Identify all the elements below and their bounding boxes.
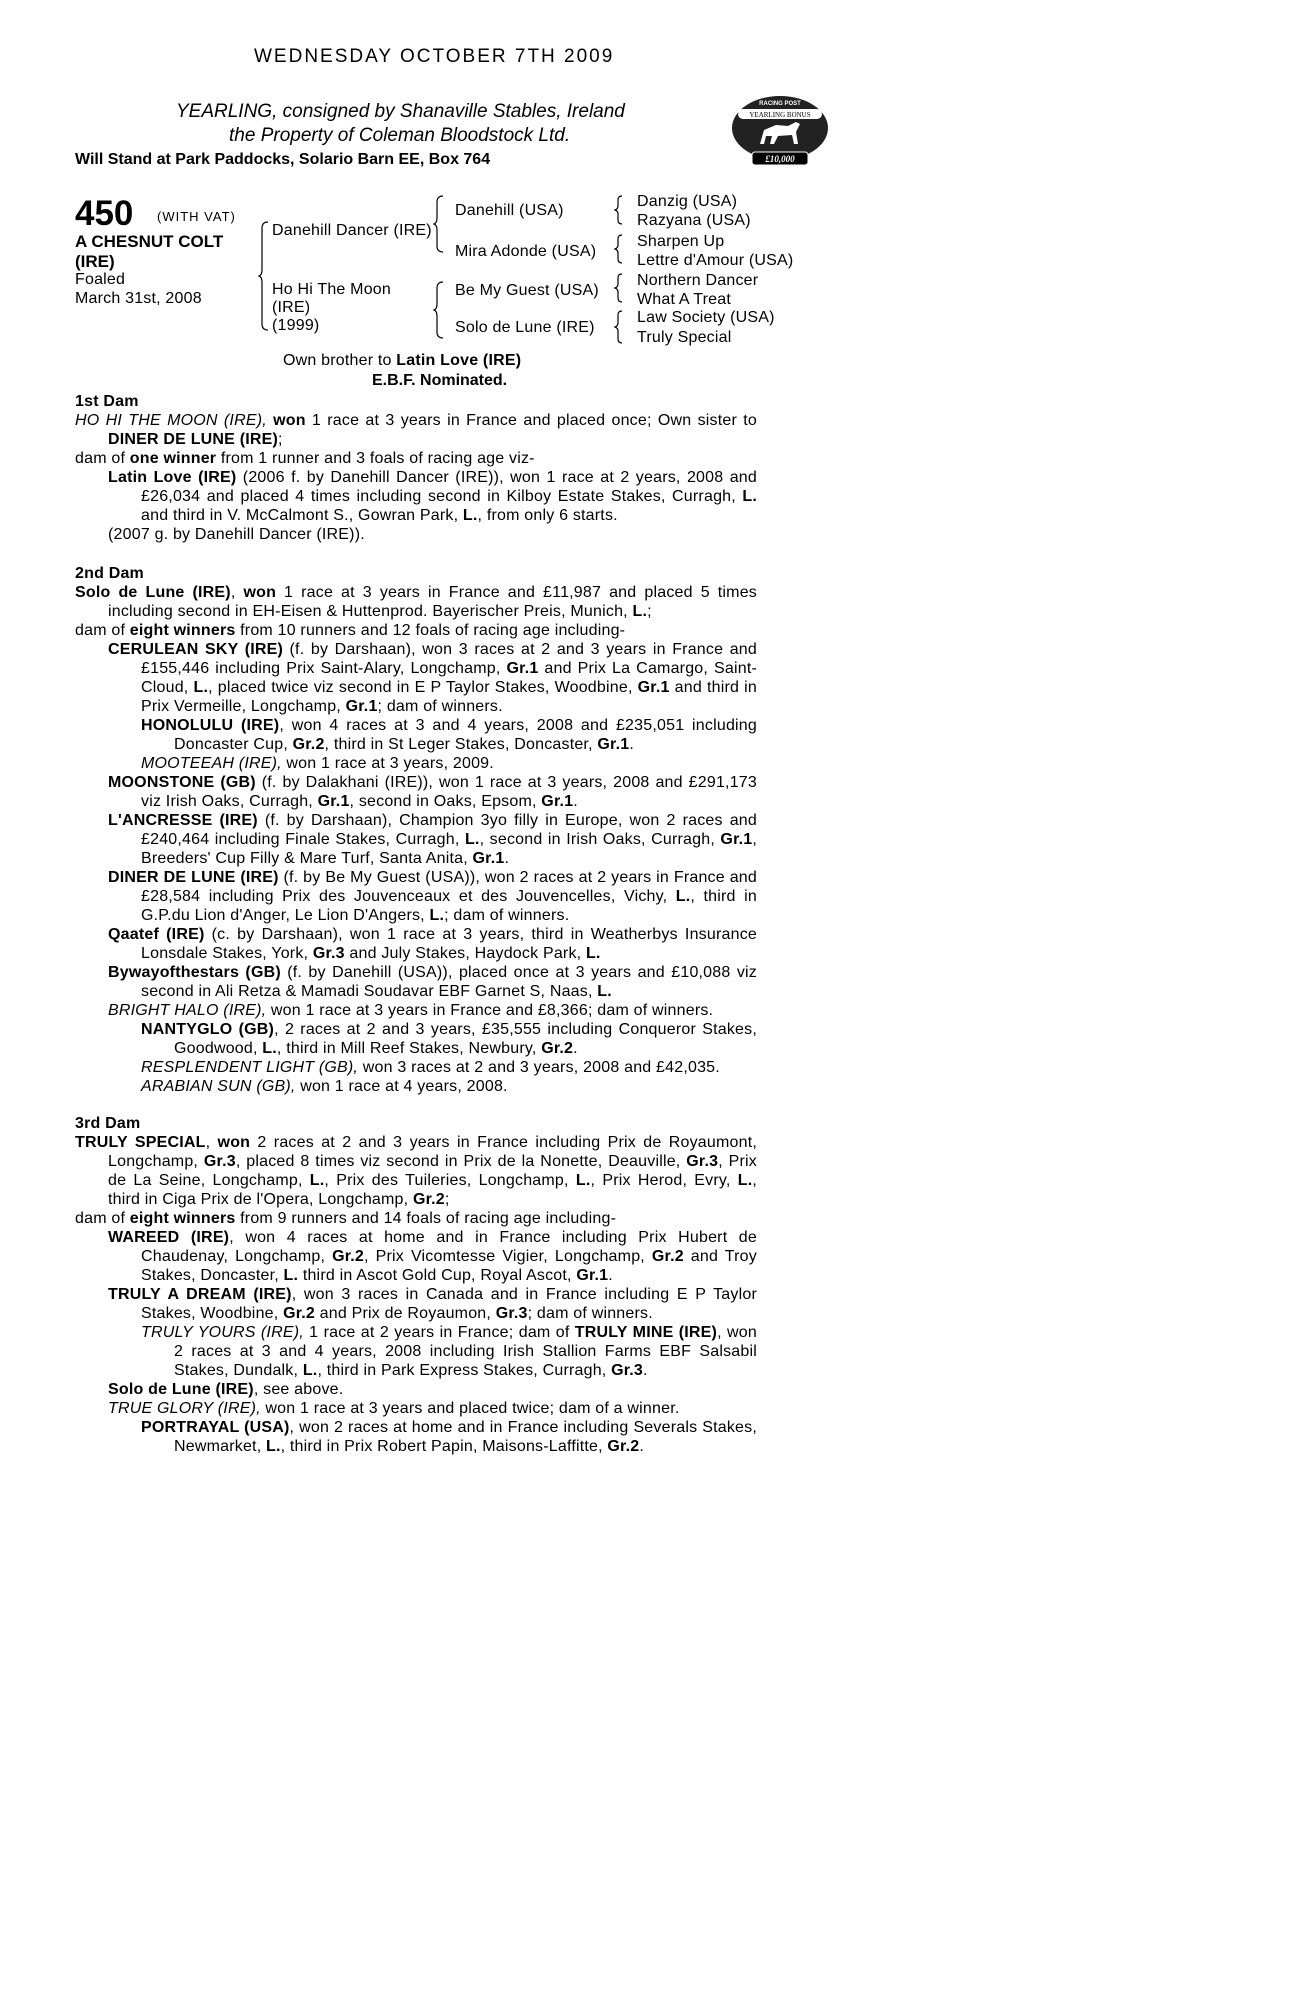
produce-name: Solo de Lune (IRE) xyxy=(108,1381,254,1398)
pedigree-ssd: Razyana (USA) xyxy=(637,212,751,229)
produce-name: ARABIAN SUN (GB), xyxy=(141,1078,296,1095)
produce-name: TRULY YOURS (IRE), xyxy=(141,1324,304,1341)
text: . xyxy=(639,1438,644,1455)
pedigree-sdd: Lettre d'Amour (USA) xyxy=(637,252,794,269)
pedigree-dam-line-2: (IRE) xyxy=(272,299,311,316)
text: dam of xyxy=(75,1210,130,1227)
produce-name: TRULY MINE (IRE) xyxy=(574,1324,718,1341)
text: (2006 f. by Danehill Dancer (IRE)), won 1 race at 2 years, 2008 and £26,034 and placed 4 times including second in Kilboy Estate Stakes, Curragh, xyxy=(141,469,757,505)
text: , placed twice viz second in E P Taylor Stakes, Woodbine, xyxy=(208,679,638,696)
vat-note: (WITH VAT) xyxy=(157,209,236,224)
brace-ds xyxy=(614,272,624,304)
listed-label: L. xyxy=(737,1172,753,1189)
text: . xyxy=(629,736,634,753)
won-label: won xyxy=(217,1134,251,1151)
text: and Prix de Royaumon, xyxy=(315,1305,496,1322)
grade-label: Gr.2 xyxy=(283,1305,315,1322)
text: , third in St Leger Stakes, Doncaster, xyxy=(324,736,598,753)
text: (f. by Danehill (USA)), placed once at 3 years and £10,088 viz second in Ali Retza & Mamadi Soudavar EBF Garnet S, Naas, xyxy=(141,964,757,1000)
text: 2 races at 2 and 3 years in France including Prix de Royaumont, Longchamp, xyxy=(108,1134,757,1170)
brace-dam xyxy=(433,280,445,340)
sale-date: WEDNESDAY OCTOBER 7TH 2009 xyxy=(254,46,615,67)
grade-label: Gr.1 xyxy=(637,679,670,696)
produce-name: MOONSTONE (GB) xyxy=(108,774,256,791)
grade-label: Gr.3 xyxy=(203,1153,236,1170)
produce-name: L'ANCRESSE (IRE) xyxy=(108,812,258,829)
text: from 1 runner and 3 foals of racing age viz- xyxy=(216,450,535,467)
text: won 1 race at 3 years and placed twice; dam of a winner. xyxy=(260,1400,680,1417)
text: third in Ascot Gold Cup, Royal Ascot, xyxy=(298,1267,577,1284)
grade-label: Gr.1 xyxy=(597,736,630,753)
third-dam-section xyxy=(75,1114,757,1456)
text: ; xyxy=(278,431,283,448)
text: . xyxy=(504,850,510,867)
first-dam-entry xyxy=(75,411,757,449)
text: won 3 races at 2 and 3 years, 2008 and £42,035. xyxy=(358,1059,720,1076)
pedigree-sire: Danehill Dancer (IRE) xyxy=(272,222,432,239)
second-dam-entry: Solo de Lune (IRE), won 1 race at 3 years in France and £11,987 and placed 5 times including second in EH-Eisen & Huttenprod. Bayerischer Preis, Munich, L.; xyxy=(75,584,758,620)
badge-amount: £10,000 xyxy=(765,154,795,164)
listed-label: L. xyxy=(193,679,209,696)
text: dam of xyxy=(75,622,130,639)
grade-label: Gr.1 xyxy=(472,850,505,867)
first-dam-produce-summary xyxy=(75,449,757,468)
produce-name: NANTYGLO (GB) xyxy=(141,1021,275,1038)
pedigree-sire-dam: Mira Adonde (USA) xyxy=(455,243,597,260)
listed-label: L. xyxy=(632,603,648,620)
third-dam-produce-summary xyxy=(75,1209,757,1228)
text: (f. by Darshaan), won 3 races at 2 and 3 years in France and £155,446 including Prix Saint-Alary, Longchamp, xyxy=(141,641,757,677)
produce-name: TRUE GLORY (IRE), xyxy=(108,1400,261,1417)
grade-label: Gr.1 xyxy=(576,1267,609,1284)
first-dam-name: HO HI THE MOON (IRE), xyxy=(75,412,267,429)
text: ; xyxy=(444,1191,450,1208)
produce-name: DINER DE LUNE (IRE) xyxy=(108,869,279,886)
text: and third in Prix Vermeille, Longchamp, xyxy=(141,679,757,715)
brace-sire xyxy=(433,194,445,254)
produce-mooteeah xyxy=(75,754,757,773)
produce-name: PORTRAYAL (USA) xyxy=(141,1419,290,1436)
text: , third in Ciga Prix de l'Opera, Longchamp, xyxy=(108,1172,758,1208)
yearling-bonus-badge xyxy=(730,92,830,168)
text: 1 race at 3 years in France and £11,987 and placed 5 times including second in EH-Eisen & Huttenprod. Bayerischer Preis, Munich, xyxy=(108,584,758,620)
text: from 9 runners and 14 foals of racing age including- xyxy=(235,1210,617,1227)
own-brother-prefix: Own brother to xyxy=(283,352,397,369)
won-label: won xyxy=(273,412,306,429)
pedigree-sds: Sharpen Up xyxy=(637,233,725,250)
produce-moonstone xyxy=(75,773,757,811)
produce-truly-yours xyxy=(75,1323,757,1380)
second-dam-name: Solo de Lune (IRE) xyxy=(75,584,231,601)
consignor-line: YEARLING, consigned by Shanaville Stables, Ireland xyxy=(176,101,625,122)
listed-label: L. xyxy=(597,983,612,1000)
brace-sd xyxy=(614,233,624,265)
grade-label: Gr.1 xyxy=(317,793,350,810)
text: ; dam of winners. xyxy=(527,1305,653,1322)
text: , third in G.P.du Lion d'Anger, Le Lion D'Angers, xyxy=(141,888,757,924)
grade-label: Gr.2 xyxy=(332,1248,365,1265)
listed-label: L. xyxy=(283,1267,299,1284)
foaled-label: Foaled xyxy=(75,271,126,288)
listed-label: L. xyxy=(464,831,480,848)
produce-name: BRIGHT HALO (IRE), xyxy=(108,1002,267,1019)
winner-count: eight winners xyxy=(129,622,236,639)
horse-line-1: A CHESNUT COLT xyxy=(75,232,224,251)
text: , third in Prix Robert Papin, Maisons-Laffitte, xyxy=(280,1438,608,1455)
produce-2007-gelding: (2007 g. by Danehill Dancer (IRE)). xyxy=(108,526,365,543)
grade-label: Gr.2 xyxy=(651,1248,684,1265)
pedigree-dam xyxy=(272,281,391,335)
text: , third in Park Express Stakes, Curragh, xyxy=(317,1362,612,1379)
sister-name: DINER DE LUNE (IRE) xyxy=(108,431,279,448)
text: ; xyxy=(647,603,652,620)
text: and third in V. McCalmont S., Gowran Park, xyxy=(141,507,463,524)
pedigree-dds: Law Society (USA) xyxy=(637,309,775,326)
listed-label: L. xyxy=(575,1172,591,1189)
text: . xyxy=(608,1267,613,1284)
produce-nantyglo xyxy=(75,1020,757,1058)
produce-name: Qaatef (IRE) xyxy=(108,926,205,943)
own-brother-note xyxy=(283,352,521,370)
second-dam-section xyxy=(75,564,757,1096)
grade-label: Gr.2 xyxy=(412,1191,445,1208)
winner-count: one winner xyxy=(129,450,217,467)
produce-bywayofthestars xyxy=(75,963,757,1001)
text: , Prix de La Seine, Longchamp, xyxy=(108,1153,757,1189)
grade-label: Gr.2 xyxy=(607,1438,640,1455)
text: , won 4 races at home and in France including Prix Hubert de Chaudenay, Longchamp, xyxy=(141,1229,757,1265)
text: from 10 runners and 12 foals of racing age including- xyxy=(235,622,626,639)
third-dam-title: 3rd Dam xyxy=(75,1115,141,1132)
text: . xyxy=(573,793,578,810)
text: , second in Irish Oaks, Curragh, xyxy=(479,831,721,848)
pedigree-dss: Northern Dancer xyxy=(637,272,759,289)
text: . xyxy=(573,1040,578,1057)
grade-label: Gr.3 xyxy=(495,1305,528,1322)
badge-middle-text: YEARLING BONUS xyxy=(749,111,811,119)
pedigree-dam-dam: Solo de Lune (IRE) xyxy=(455,319,595,336)
pedigree-dam-line-1: Ho Hi The Moon xyxy=(272,281,392,298)
foaled-info xyxy=(75,270,202,308)
grade-label: Gr.1 xyxy=(541,793,574,810)
listed-label: L. xyxy=(302,1362,318,1379)
produce-truly-a-dream xyxy=(75,1285,757,1323)
third-dam-name: TRULY SPECIAL xyxy=(75,1134,206,1151)
ebf-note: E.B.F. Nominated. xyxy=(372,372,508,389)
text: , Prix Herod, Evry, xyxy=(590,1172,738,1189)
produce-lancresse xyxy=(75,811,757,868)
produce-name: CERULEAN SKY (IRE) xyxy=(108,641,284,658)
pedigree-sire-sire: Danehill (USA) xyxy=(455,202,564,219)
grade-label: Gr.1 xyxy=(345,698,378,715)
grade-label: Gr.1 xyxy=(506,660,539,677)
listed-label: L. xyxy=(309,1172,325,1189)
text: , 2 races at 2 and 3 years, £35,555 including Conqueror Stakes, Goodwood, xyxy=(174,1021,757,1057)
grade-label: Gr.3 xyxy=(611,1362,644,1379)
stand-location: Will Stand at Park Paddocks, Solario Barn EE, Box 764 xyxy=(75,151,491,168)
produce-portrayal xyxy=(75,1418,757,1456)
pedigree-ddd: Truly Special xyxy=(637,329,732,346)
text: (f. by Darshaan), Champion 3yo filly in Europe, won 2 races and £240,464 including Finale Stakes, Curragh, xyxy=(141,812,757,848)
text: , second in Oaks, Epsom, xyxy=(349,793,542,810)
text: won 1 race at 4 years, 2008. xyxy=(295,1078,508,1095)
text: , won 2 races at 3 and 4 years, 2008 including Irish Stallion Farms EBF Salsabil Stakes, Dundalk, xyxy=(174,1324,757,1379)
produce-solo-de-lune xyxy=(75,1380,757,1399)
text: , Prix Vicomtesse Vigier, Longchamp, xyxy=(364,1248,652,1265)
produce-name: Latin Love (IRE) xyxy=(108,469,237,486)
horse-line-2: (IRE) xyxy=(75,252,115,271)
lot-number: 450 xyxy=(75,194,134,233)
text: (f. by Dalakhani (IRE)), won 1 race at 3 years, 2008 and £291,173 viz Irish Oaks, Curragh, xyxy=(141,774,757,810)
horse-description xyxy=(75,232,223,272)
text: , won 3 races in Canada and in France including E P Taylor Stakes, Woodbine, xyxy=(141,1286,757,1322)
produce-diner-de-lune xyxy=(75,868,757,925)
produce-honolulu xyxy=(75,716,757,754)
text: , third in Mill Reef Stakes, Newbury, xyxy=(276,1040,542,1057)
foaled-date: March 31st, 2008 xyxy=(75,290,202,307)
text: , won 2 races at home and in France including Severals Stakes, Newmarket, xyxy=(174,1419,757,1455)
text: , won 4 races at 3 and 4 years, 2008 and £235,051 including Doncaster Cup, xyxy=(174,717,757,753)
text: , from only 6 starts. xyxy=(477,507,618,524)
text: , Breeders' Cup Filly & Mare Turf, Santa Anita, xyxy=(141,831,758,867)
winner-count: eight winners xyxy=(129,1210,236,1227)
first-dam-section xyxy=(75,392,757,544)
text: , Prix des Tuileries, Longchamp, xyxy=(324,1172,576,1189)
brace-dd xyxy=(614,309,624,345)
text: dam of xyxy=(75,450,130,467)
text: . xyxy=(643,1362,648,1379)
text: ; dam of winners. xyxy=(444,907,570,924)
produce-cerulean-sky xyxy=(75,640,757,716)
produce-name: WAREED (IRE) xyxy=(108,1229,230,1246)
text: (c. by Darshaan), won 1 race at 3 years, third in Weatherbys Insurance Lonsdale Stakes, York, xyxy=(141,926,757,962)
text: and Troy Stakes, Doncaster, xyxy=(141,1248,757,1284)
produce-name: Bywayofthestars (GB) xyxy=(108,964,281,981)
text: 1 race at 2 years in France; dam of xyxy=(303,1324,575,1341)
text: (f. by Be My Guest (USA)), won 2 races at 2 years in France and £28,584 including Prix des Jouvenceaux et des Jouvencelles, Vichy, xyxy=(141,869,757,905)
produce-name: MOOTEEAH (IRE), xyxy=(141,755,282,772)
grade-label: Gr.3 xyxy=(686,1153,719,1170)
first-dam-record: 1 race at 3 years in France and placed once; Own sister xyxy=(305,412,738,429)
pedigree-dam-sire: Be My Guest (USA) xyxy=(455,282,599,299)
listed-label: L. xyxy=(266,1438,281,1455)
listed-label: L. xyxy=(585,945,601,962)
produce-wareed xyxy=(75,1228,757,1285)
produce-arabian-sun xyxy=(75,1077,757,1096)
won-label: won xyxy=(243,584,277,601)
text: and Prix La Camargo, Saint-Cloud, xyxy=(141,660,758,696)
brace-ss xyxy=(614,194,624,226)
third-dam-entry: TRULY SPECIAL, won 2 races at 2 and 3 years in France including Prix de Royaumont, Longchamp, Gr.3, placed 8 times viz second in Prix de la Nonette, Deauville, Gr.3, Prix de La Seine, Longchamp, L., Prix des Tuileries, Longchamp, L., Prix Herod, Evry, L., third in Ciga Prix de l'Opera, Longchamp, Gr.2; xyxy=(75,1134,758,1208)
produce-qaatef xyxy=(75,925,757,963)
text: won 1 race at 3 years in France and £8,366; dam of winners. xyxy=(266,1002,714,1019)
grade-label: Gr.2 xyxy=(541,1040,574,1057)
listed-label: L. xyxy=(675,888,691,905)
first-dam-title: 1st Dam xyxy=(75,393,139,410)
text: , see above. xyxy=(253,1381,344,1398)
property-line: the Property of Coleman Bloodstock Ltd. xyxy=(229,125,571,146)
produce-name: HONOLULU (IRE) xyxy=(141,717,280,734)
grade-label: Gr.2 xyxy=(292,736,325,753)
pedigree-sss: Danzig (USA) xyxy=(637,193,738,210)
produce-name: TRULY A DREAM (IRE) xyxy=(108,1286,292,1303)
grade-label: Gr.3 xyxy=(312,945,345,962)
produce-name: RESPLENDENT LIGHT (GB), xyxy=(141,1059,359,1076)
produce-latin-love xyxy=(75,468,757,525)
text: won 1 race at 3 years, 2009. xyxy=(281,755,494,772)
second-dam-title: 2nd Dam xyxy=(75,565,144,582)
pedigree-dam-line-3: (1999) xyxy=(272,317,320,334)
text: , placed 8 times viz second in Prix de la Nonette, Deauville, xyxy=(235,1153,687,1170)
own-brother-name: Latin Love (IRE) xyxy=(396,352,522,369)
text: to xyxy=(743,412,757,429)
produce-resplendent-light xyxy=(75,1058,757,1077)
second-dam-produce-summary xyxy=(75,621,757,640)
grade-label: Gr.1 xyxy=(720,831,753,848)
text: and July Stakes, Haydock Park, xyxy=(344,945,586,962)
produce-bright-halo xyxy=(75,1001,757,1020)
produce-true-glory xyxy=(75,1399,757,1418)
listed-label: L. xyxy=(429,907,445,924)
badge-top-text: RACING POST xyxy=(759,101,801,107)
brace-main xyxy=(258,220,270,332)
listed-label: L. xyxy=(462,507,478,524)
text: ; dam of winners. xyxy=(377,698,503,715)
pedigree-dsd: What A Treat xyxy=(637,291,732,308)
listed-label: L. xyxy=(262,1040,277,1057)
listed-label: L. xyxy=(742,488,757,505)
